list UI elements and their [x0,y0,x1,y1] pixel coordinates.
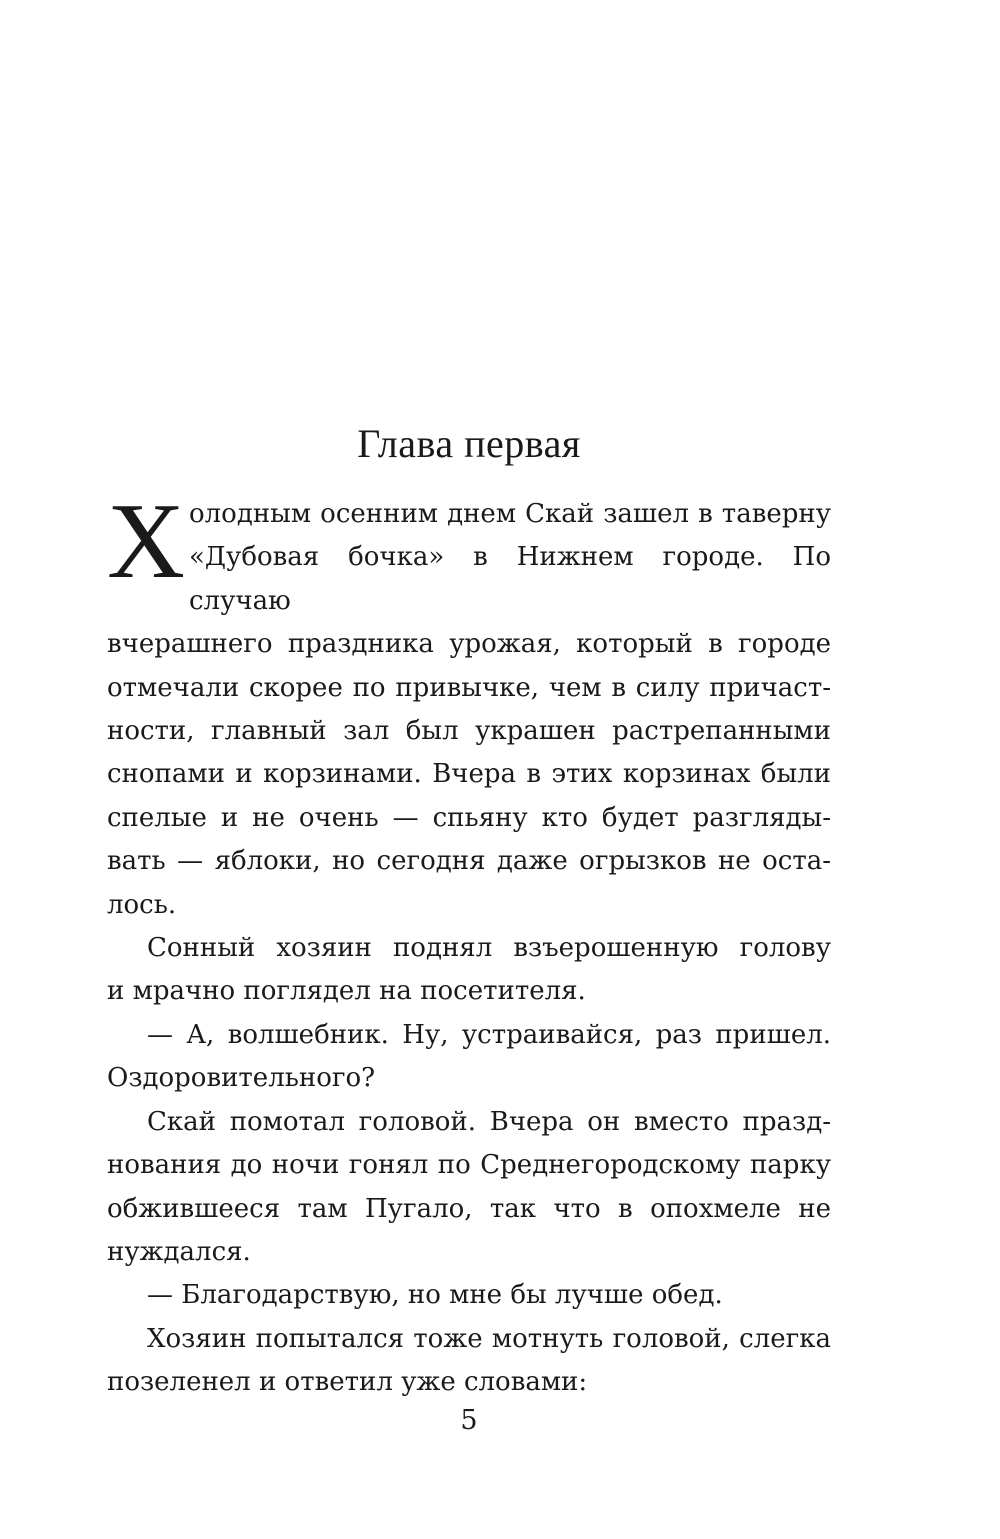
text-line: вчерашнего праздника урожая, который в городе [107,629,831,660]
text-line: нования до ночи гонял по Среднегородскому парку [107,1150,831,1181]
text-line: и мрачно поглядел на посетителя. [107,976,586,1007]
text-line: отмечали скорее по привычке, чем в силу причаст- [107,672,831,703]
text-line: снопами и корзинами. Вчера в этих корзинах были [107,759,831,790]
text-line: спелые и не очень — спьяну кто будет разгляды- [107,802,831,833]
text-line: лось. [107,889,177,920]
text-line: нуждался. [107,1236,251,1267]
text-line: позеленел и ответил уже словами: [107,1367,588,1398]
text-line: Оздоровительного? [107,1063,376,1094]
text-line: олодным осенним днем Скай зашел в таверну [189,499,831,529]
text-line: — Благодарствую, но мне бы лучше обед. [147,1280,723,1311]
text-line: — А, волшебник. Ну, устраивайся, раз пришел. [147,1019,831,1050]
body-text [107,482,831,1405]
text-line: обжившееся там Пугало, так что в опохмеле не [107,1193,831,1224]
text-line: «Дубовая бочка» в Нижнем городе. По случаю [189,542,831,616]
text-line: вать — яблоки, но сегодня даже огрызков не оста- [107,846,831,877]
drop-cap: Х [107,482,185,601]
text-line: ности, главный зал был украшен растрепанными [107,716,831,747]
page-number: 5 [460,1405,478,1436]
chapter-title: Глава первая [357,421,581,466]
text-line: Сонный хозяин поднял взъерошенную голову [147,933,831,964]
text-line: Хозяин попытался тоже мотнуть головой, слегка [147,1323,831,1354]
text-line: Скай помотал головой. Вчера он вместо празд- [147,1106,831,1137]
